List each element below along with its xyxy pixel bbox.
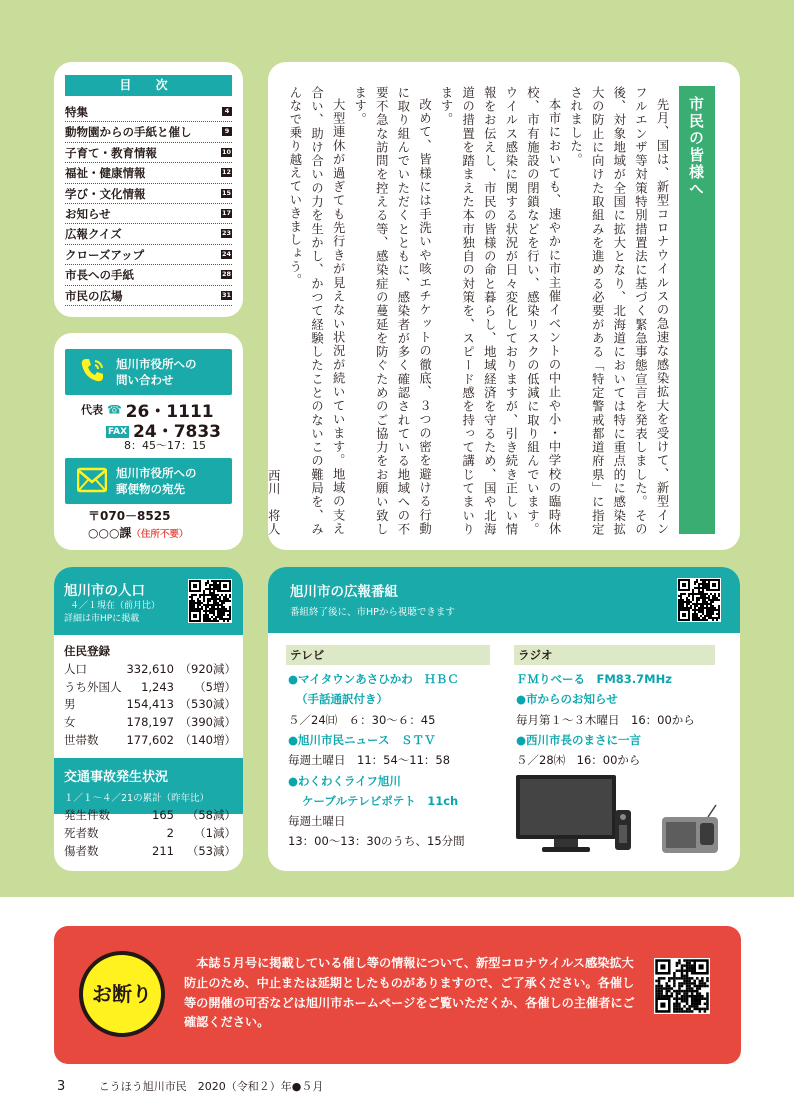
phone-icon <box>77 355 107 385</box>
notice-banner <box>54 926 741 1064</box>
office-hours: 8：45～17：15 <box>124 439 206 452</box>
schedule-line: ●マイタウンあさひかわ ＨＢＣ <box>288 672 459 686</box>
schedule-line: ＦＭりべーる FM83.7MHz <box>516 672 672 686</box>
tv-header: テレビ <box>286 645 490 665</box>
population-row <box>64 661 236 679</box>
page-footer <box>57 1078 323 1094</box>
notice-text: 本誌５月号に掲載している催し等の情報について、新型コロナウイルス感染拡大防止のため、中止または延期としたものがありますので、ご了承ください。各催し等の開催の可否などは旭川市ホームページをご覧いただくか、各催しの主催者にご確認ください。 <box>184 956 635 1030</box>
resident-registration-label: 住民登録 <box>64 644 110 658</box>
row-label: 男 <box>64 697 76 712</box>
toc-item-page: 23 <box>221 229 231 238</box>
toc-item[interactable] <box>65 184 232 204</box>
schedule-line: ケーブルテレビポテト 11ch <box>302 793 459 808</box>
schedule-line: （手話通訳付き） <box>296 692 388 707</box>
toc-item-page: 9 <box>222 127 232 136</box>
row-change: （530減） <box>179 697 236 712</box>
radio-header: ラジオ <box>514 645 715 665</box>
toc-item-label: クローズアップ <box>65 247 145 262</box>
toc-item-label: お知らせ <box>65 206 111 221</box>
toc-item-label: 動物園からの手紙と催し <box>65 125 192 140</box>
toc-item-page: 12 <box>221 168 231 177</box>
row-value: 1,243 <box>141 679 174 694</box>
message-title: 市民の皆様へ <box>687 96 705 198</box>
toc-item[interactable] <box>65 224 232 244</box>
contact-mail-title-1: 旭川市役所への <box>116 466 197 480</box>
toc-item-label: 学び・文化情報 <box>65 186 146 201</box>
row-label: 傷者数 <box>64 844 99 858</box>
row-value: 177,602 <box>126 732 174 747</box>
notice-badge-label: お断り <box>92 982 152 1006</box>
envelope-icon <box>77 467 107 493</box>
row-value: 178,197 <box>126 715 174 730</box>
remote-control-icon <box>614 809 632 851</box>
mail-dept <box>88 524 188 541</box>
row-label: 発生件数 <box>64 808 110 822</box>
row-value: 165 <box>152 808 174 822</box>
toc-item-page: 15 <box>221 188 231 197</box>
schedule-line: ５／28㈭ 16：00から <box>516 753 641 768</box>
row-change: （920減） <box>179 662 236 676</box>
qr-code[interactable] <box>654 958 710 1014</box>
postal-code: 〒070－8525 <box>88 509 171 523</box>
toc-item-label: 市長への手紙 <box>65 268 134 283</box>
schedule-line: 毎週土曜日 11：54～11：58 <box>288 753 451 768</box>
row-value: 211 <box>152 844 174 858</box>
table-of-contents <box>54 62 243 317</box>
toc-item-page: 31 <box>221 290 231 299</box>
row-label: うち外国人 <box>64 679 122 694</box>
toc-item-label: 市民の広場 <box>65 288 123 303</box>
row-label: 世帯数 <box>64 732 99 747</box>
address-note: （住所不要） <box>131 529 189 540</box>
toc-item-label: 子育て・教育情報 <box>65 145 157 160</box>
population-subtitle <box>64 600 160 626</box>
accident-header <box>54 758 243 814</box>
schedule-line: 毎月第１～３木曜日 16：00から <box>516 712 695 727</box>
row-label: 女 <box>64 715 76 730</box>
fax-label: FAX <box>108 427 128 437</box>
row-value: 2 <box>166 826 174 840</box>
toc-item-label: 広報クイズ <box>65 227 122 242</box>
schedule-line: ●わくわくライフ旭川 <box>288 773 401 788</box>
toc-item[interactable] <box>65 245 232 265</box>
row-change: （1減） <box>194 826 236 840</box>
television-illustration <box>514 773 620 857</box>
toc-item[interactable] <box>65 204 232 224</box>
radio-illustration <box>660 803 720 855</box>
toc-item[interactable] <box>65 122 232 142</box>
population-header <box>54 567 243 635</box>
toc-item-page: 24 <box>221 249 231 258</box>
notice-badge <box>79 951 165 1037</box>
contact-mail-header <box>65 458 232 504</box>
message-card <box>268 62 740 550</box>
accident-row <box>64 807 236 825</box>
schedule-line: ●市からのお知らせ <box>516 692 618 707</box>
schedule-line: 毎週土曜日 <box>288 814 346 829</box>
toc-item[interactable] <box>65 286 232 306</box>
row-value: 332,610 <box>126 662 174 676</box>
population-card <box>54 567 243 871</box>
row-change: （58減） <box>186 808 236 822</box>
contact-phone-title-2: 問い合わせ <box>116 373 174 387</box>
qr-code[interactable] <box>677 578 721 622</box>
row-label: 人口 <box>64 662 87 676</box>
toc-item[interactable] <box>65 102 232 122</box>
qr-code[interactable] <box>188 579 232 623</box>
message-paragraph: 本市においても、速やかに市主催イベントの中止や小・中学校の臨時休校、市有施設の閉鎖などを行い、感染リスクの低減に取り組んでいます。ウイルス感染に関する状況が日々変化しておりますが、引き続き正しい情報をお伝えし、市民の皆様の命と暮らし、地域経済を守るため、国や北海道の措置を踏まえた本市独自の対策を、スピード感を持って講じてまいります。 <box>439 86 562 536</box>
row-change: （5増） <box>194 679 236 694</box>
row-change: （140増） <box>179 732 236 747</box>
population-detail-note: 詳細は市HPに掲載 <box>64 614 140 624</box>
toc-title: 目 次 <box>65 75 232 96</box>
message-signature: 西川 将人 <box>266 469 281 536</box>
message-paragraph: 先月、国は、新型コロナウイルスの急速な感染拡大を受けて、新型インフルエンザ等対策特別措置法に基づく緊急事態宣言を発表しました。その後、対象地域が全国に拡大となり、北海道においては特に重点的に感染拡大の防止に向けた取組みを進める必要がある「特定警戒都道府県」に指定されました。 <box>568 86 669 536</box>
main-phone-number: 26・1111 <box>125 402 214 422</box>
contact-mail-title-2: 郵便物の宛先 <box>116 482 185 496</box>
population-row <box>64 679 236 697</box>
row-value: 154,413 <box>126 697 174 712</box>
toc-item-label: 福祉・健康情報 <box>65 166 146 181</box>
phone-small-icon: ☎ <box>106 402 122 417</box>
toc-item-page: 17 <box>221 208 231 217</box>
schedule-line: ５／24㈰ ６：30～６：45 <box>288 712 436 727</box>
population-row <box>64 714 236 732</box>
row-label: 死者数 <box>64 826 99 840</box>
toc-item-page: 4 <box>222 107 232 116</box>
toc-item-page: 28 <box>221 270 231 279</box>
broadcast-header <box>268 567 740 633</box>
contact-phone-title-1: 旭川市役所への <box>116 357 197 371</box>
population-title: 旭川市の人口 <box>64 583 145 599</box>
page-number: 3 <box>57 1079 66 1094</box>
accident-subtitle: １／１～４／21の累計（昨年比） <box>64 793 210 804</box>
schedule-line: ●西川市長のまさに一言 <box>516 732 642 747</box>
message-paragraph: 改めて、皆様には手洗いや咳エチケットの徹底、３つの密を避ける行動に取り組んでいただくとともに、感染者が多く確認されている地域への不要不急な訪問を控える等、感染症の蔓延を防ぐためのご協力をお願い致します。 <box>352 86 432 536</box>
contact-phone-header <box>65 349 232 395</box>
toc-list <box>65 102 232 306</box>
broadcast-subtitle: 番組終了後に、市HPから視聴できます <box>290 607 455 618</box>
toc-item[interactable] <box>65 265 232 285</box>
population-row <box>64 732 236 750</box>
contact-card <box>54 333 243 550</box>
accident-row <box>64 843 236 861</box>
accident-title: 交通事故発生状況 <box>64 770 169 785</box>
schedule-line: ●旭川市民ニュース ＳＴＶ <box>288 732 436 747</box>
accident-row <box>64 825 236 843</box>
publication-info: こうほう旭川市民 2020（令和２）年●５月 <box>98 1080 324 1093</box>
population-date: ４／１現在（前月比） <box>70 601 161 611</box>
fax-number: 24・7833 <box>133 422 222 442</box>
dept-label: ○○○課 <box>88 526 132 540</box>
toc-item-page: 10 <box>221 147 231 156</box>
row-change: （53減） <box>186 844 236 858</box>
population-row <box>64 696 236 714</box>
message-body <box>266 86 672 536</box>
broadcast-card <box>268 567 740 871</box>
main-phone-label: 代表 <box>81 403 103 417</box>
broadcast-title: 旭川市の広報番組 <box>290 584 398 600</box>
toc-item[interactable] <box>65 163 232 183</box>
toc-item-label: 特集 <box>65 105 88 119</box>
toc-item[interactable] <box>65 143 232 163</box>
row-change: （390減） <box>179 715 236 730</box>
schedule-line: 13：00～13：30のうち、15分間 <box>288 834 465 849</box>
message-paragraph: 大型連休が過ぎても先行きが見えない状況が続いています。地域の支え合い、助け合いの力を生かし、かつて経験したことのないこの難局を、みんなで乗り越えていきましょう。 <box>287 86 346 536</box>
